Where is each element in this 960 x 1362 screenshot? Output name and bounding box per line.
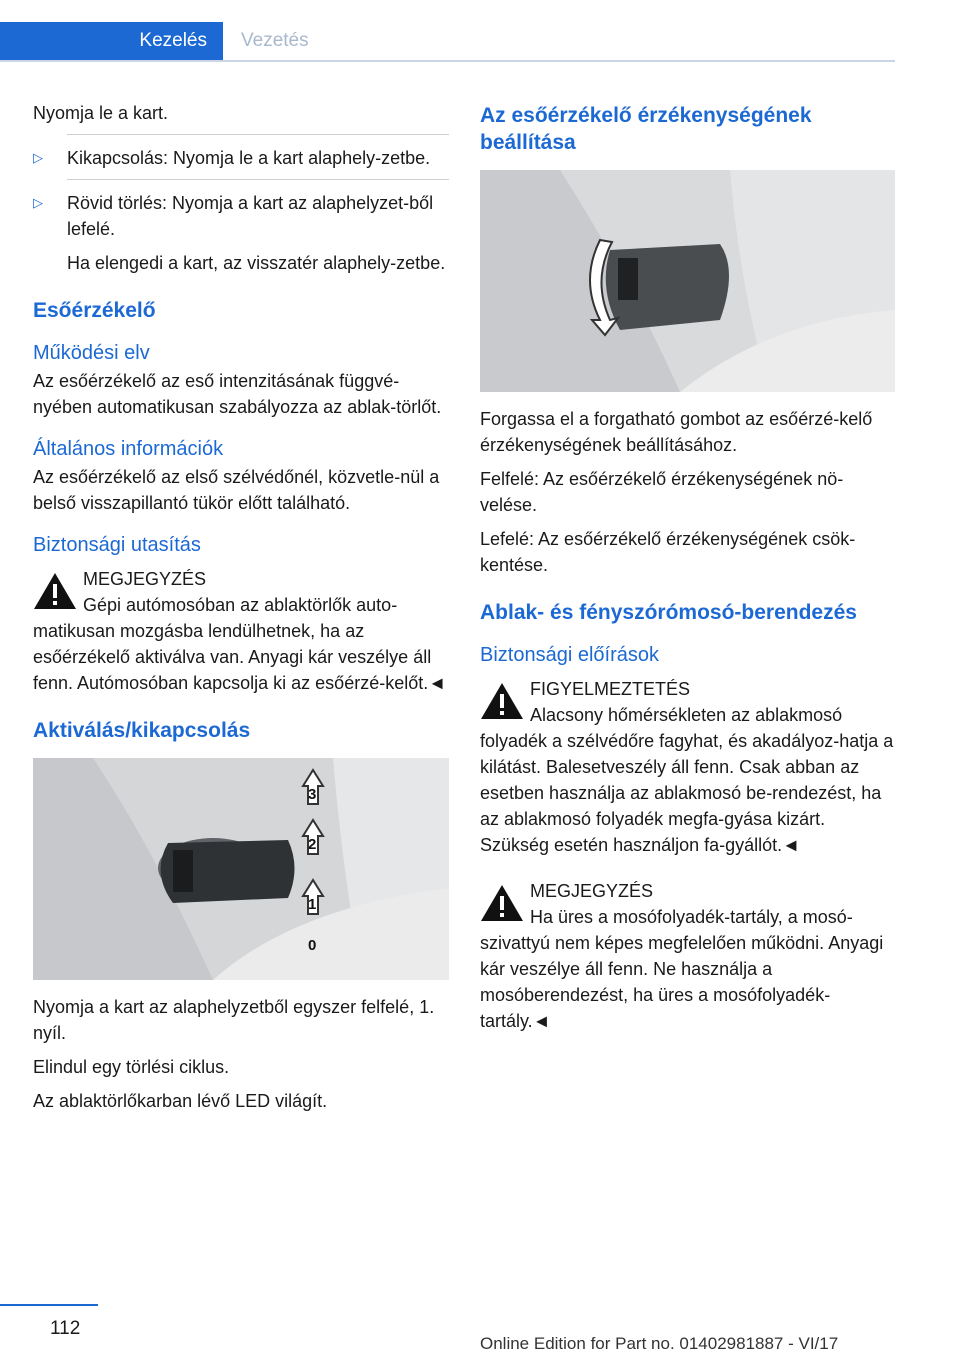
principle-text: Az esőérzékelő az eső intenzitásának függvé-nyében automatikusan szabályozza az ablak-törlőt.	[33, 371, 442, 417]
note-box	[480, 878, 895, 1034]
arrow-label-3: 3	[308, 786, 317, 803]
right-column	[480, 100, 895, 1042]
subtitle-general: Általános információk	[33, 438, 224, 460]
note-box	[33, 566, 449, 696]
note-title: MEGJEGYZÉS	[83, 569, 207, 589]
note-text: szivattyú nem képes megfelelően működni. Anyagi kár veszélye áll fenn. Ne használja a mosóberendezést, ha üres a mosófolyadék-tartály.◄	[480, 933, 884, 1031]
activation-step-3: Az ablaktörlőkarban lévő LED világít.	[33, 1091, 328, 1111]
section-title-sensitivity: Az esőérzékelő érzékenységének beállítása	[480, 104, 812, 154]
section-title-washer: Ablak- és fényszórómosó-berendezés	[480, 601, 857, 624]
general-text: Az esőérzékelő az első szélvédőnél, közvetle-nül a belső visszapillantó tükör előtt található.	[33, 467, 440, 513]
activation-step-1: Nyomja a kart az alaphelyzetből egyszer felfelé, 1. nyíl.	[33, 997, 435, 1043]
header-tabs	[0, 22, 895, 62]
tab-kezeles[interactable]: Kezelés	[0, 22, 223, 60]
page-number: 112	[50, 1318, 81, 1339]
warning-triangle-icon	[480, 884, 524, 922]
warning-box	[480, 676, 895, 858]
note-text: matikusan mozgásba lendülhetnek, ha az esőérzékelő aktiválva van. Anyagi kár veszélye áll fenn. Autómosóban kapcsolja ki az esőérzé-kelőt.◄	[33, 621, 447, 693]
subtitle-safety-rules: Biztonsági előírások	[480, 644, 659, 666]
activation-step-2: Elindul egy törlési ciklus.	[33, 1057, 230, 1077]
sensitivity-knob-figure	[480, 170, 895, 392]
edition-footer: Online Edition for Part no. 01402981887 - VI/17	[480, 1334, 839, 1353]
arrow-label-0: 0	[308, 937, 317, 954]
section-title-activation: Aktiválás/kikapcsolás	[33, 719, 251, 742]
section-title-rain: Esőérzékelő	[33, 299, 156, 322]
note-first-line: Ha üres a mosófolyadék-tartály, a mosó-	[530, 907, 853, 927]
list-item: ▷ Kikapcsolás: Nyomja le a kart alaphely-zetbe.	[33, 145, 449, 171]
note-first-line: Gépi autómosóban az ablaktörlők auto-	[83, 595, 398, 615]
warning-triangle-icon	[33, 572, 77, 610]
list-item: ▷ Rövid törlés: Nyomja a kart az alaphelyzet-ből lefelé.	[33, 190, 449, 242]
tab-vezetes[interactable]: Vezetés	[241, 30, 309, 51]
left-column	[33, 100, 449, 1122]
arrow-label-2: 2	[308, 836, 317, 853]
subtitle-safety: Biztonsági utasítás	[33, 534, 201, 556]
sensitivity-text-3: Lefelé: Az esőérzékelő érzékenységének csök-kentése.	[480, 529, 856, 575]
warning-text: folyadék a szélvédőre fagyhat, és akadályoz-hatja a kilátást. Balesetveszély áll fenn. Csak abban az esetben használja az ablakmosó be-rendezést, ha az ablakmosó folyadék megfa-gyása kizárt. Szükség esetén használjon fa-gyállót.◄	[480, 731, 894, 855]
bullet-extra: Ha elengedi a kart, az visszatér alaphely-zetbe.	[67, 253, 446, 273]
header-rule	[0, 60, 895, 62]
divider	[67, 179, 449, 180]
intro-text: Nyomja le a kart.	[33, 103, 169, 123]
warning-title: FIGYELMEZTETÉS	[530, 679, 691, 699]
warning-first-line: Alacsony hőmérsékleten az ablakmosó	[530, 705, 843, 725]
subtitle-principle: Működési elv	[33, 342, 150, 364]
arrow-label-1: 1	[308, 896, 317, 913]
note-title: MEGJEGYZÉS	[530, 881, 654, 901]
warning-triangle-icon	[480, 682, 524, 720]
wiper-lever-figure	[33, 758, 449, 980]
sensitivity-text-2: Felfelé: Az esőérzékelő érzékenységének nö-velése.	[480, 469, 844, 515]
triangle-bullet-icon: ▷	[33, 150, 43, 165]
page-number-rule	[0, 1304, 98, 1306]
sensitivity-text-1: Forgassa el a forgatható gombot az esőérzé-kelő érzékenységének beállításához.	[480, 409, 873, 455]
divider	[67, 134, 449, 135]
triangle-bullet-icon: ▷	[33, 195, 43, 210]
